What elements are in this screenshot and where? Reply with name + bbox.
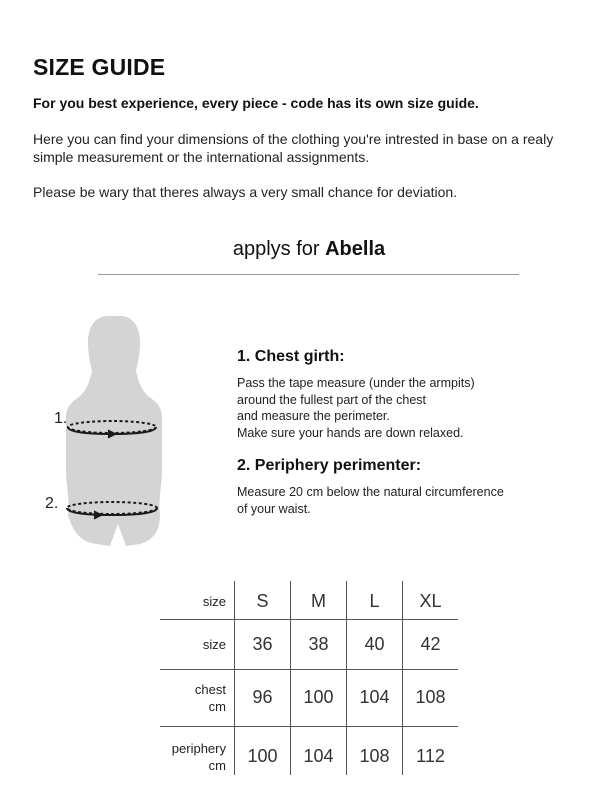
lead-text: For you best experience, every piece - code has its own size guide. (33, 95, 479, 111)
chest-girth-title: 1. Chest girth: (237, 348, 345, 365)
chest-girth-section (237, 348, 577, 441)
intro-text: Here you can find your dimensions of the clothing you're intrested in base on a realy simple measurement or the international assignments. (33, 131, 554, 165)
divider (98, 274, 519, 275)
table-cell: 100 (235, 726, 291, 775)
table-cell: 104 (347, 669, 403, 726)
applies-heading (0, 238, 600, 261)
table-cell: 42 (403, 619, 459, 669)
measure-label-2: 2. (45, 495, 59, 512)
size-letter: S (235, 581, 291, 619)
female-silhouette-icon (40, 310, 190, 550)
size-letter: XL (403, 581, 459, 619)
page-title: SIZE GUIDE (33, 54, 166, 80)
table-cell: 38 (291, 619, 347, 669)
periphery-title: 2. Periphery perimenter: (237, 457, 422, 474)
periphery-section (237, 457, 577, 517)
table-cell: 112 (403, 726, 459, 775)
table-cell: 108 (347, 726, 403, 775)
applies-prefix: applys for (232, 238, 326, 260)
size-table (160, 581, 458, 775)
measure-label-1: 1. (54, 410, 68, 427)
chest-girth-text: Pass the tape measure (under the armpits) around the fullest part of the chest and measure the perimeter. Make sure your hands are down relaxed. (237, 376, 475, 440)
table-header-label: size (160, 581, 235, 619)
table-row (160, 619, 458, 669)
row-label: periphery cm (171, 740, 226, 773)
product-name: Abella (325, 238, 386, 260)
table-header-row (160, 581, 458, 619)
row-label: chest cm (160, 669, 235, 726)
deviation-note: Please be wary that theres always a very small chance for deviation. (33, 184, 458, 200)
table-cell: 100 (291, 669, 347, 726)
table-row (160, 726, 458, 775)
periphery-text: Measure 20 cm below the natural circumference of your waist. (237, 485, 504, 516)
table-cell: 36 (235, 619, 291, 669)
table-row (160, 669, 458, 726)
row-label: size (160, 619, 235, 669)
table-cell: 96 (235, 669, 291, 726)
table-cell: 108 (403, 669, 459, 726)
size-letter: L (347, 581, 403, 619)
table-cell: 40 (347, 619, 403, 669)
table-cell: 104 (291, 726, 347, 775)
size-letter: M (291, 581, 347, 619)
